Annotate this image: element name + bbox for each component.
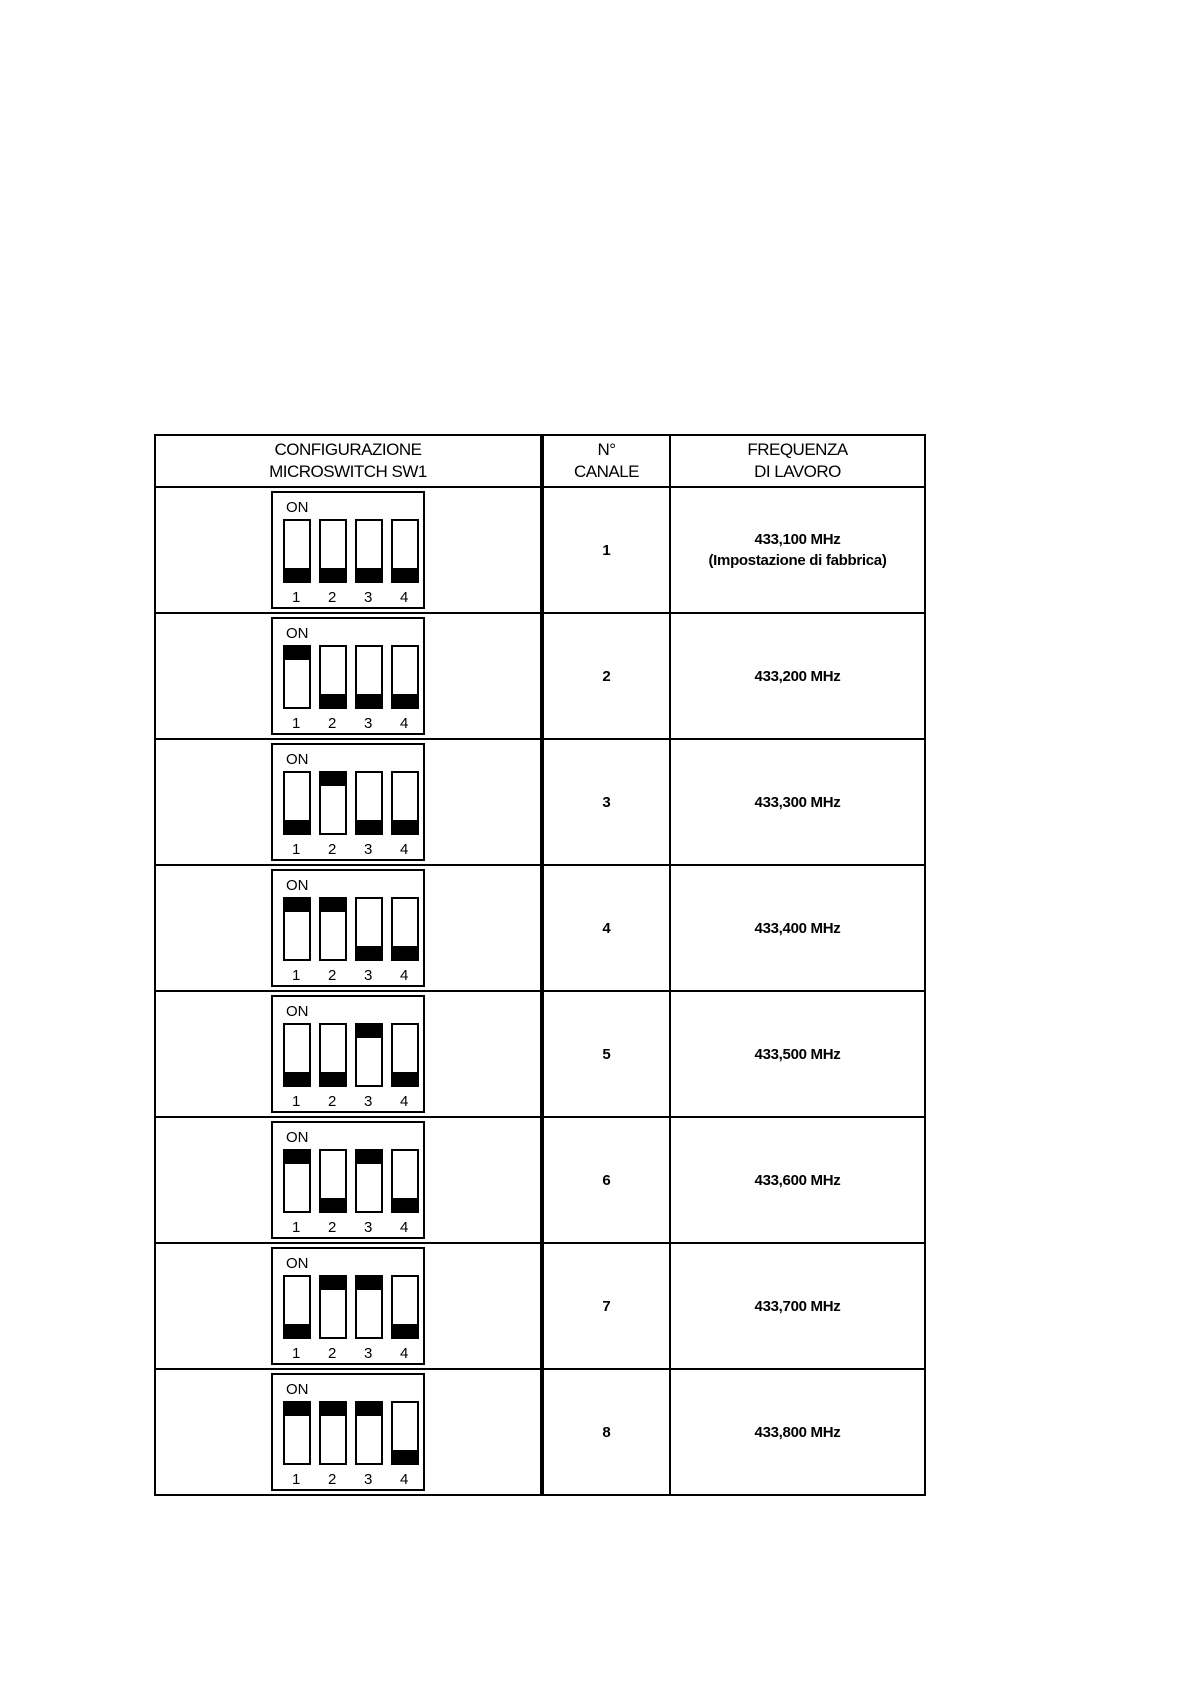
dip-switch-number: 1	[292, 589, 301, 606]
dip-switch-number: 3	[364, 1093, 373, 1110]
dip-switch-1-knob-off	[284, 820, 310, 834]
table-row	[155, 1369, 925, 1495]
dip-switch-2-knob-on	[320, 772, 346, 786]
channel-number: 5	[542, 991, 670, 1117]
dip-switch-1-knob-on	[284, 1150, 310, 1164]
working-frequency: 433,400 MHz	[754, 919, 841, 937]
table-row	[155, 613, 925, 739]
dip-switch-number: 2	[328, 967, 337, 984]
channel-config-table	[154, 434, 926, 1496]
dip-switch-2-knob-on	[320, 1402, 346, 1416]
dip-switch-diagram	[270, 742, 426, 862]
table-header-row	[155, 435, 925, 487]
dip-switch-number: 4	[400, 1093, 409, 1110]
dip-switch-cell	[155, 991, 542, 1117]
dip-switch-number: 4	[400, 1471, 409, 1488]
dip-switch-number: 2	[328, 715, 337, 732]
dip-switch-number: 1	[292, 1093, 301, 1110]
dip-switch-2-knob-on	[320, 898, 346, 912]
dip-switch-diagram	[270, 868, 426, 988]
working-frequency-cell	[670, 1369, 925, 1495]
dip-on-label: ON	[286, 1129, 309, 1146]
dip-on-label: ON	[286, 751, 309, 768]
dip-switch-2-knob-off	[320, 694, 346, 708]
dip-switch-3-knob-on	[356, 1402, 382, 1416]
dip-switch-number: 4	[400, 967, 409, 984]
dip-switch-cell	[155, 1243, 542, 1369]
dip-switch-number: 3	[364, 589, 373, 606]
dip-switch-number: 3	[364, 967, 373, 984]
dip-switch-number: 2	[328, 1345, 337, 1362]
dip-switch-number: 2	[328, 841, 337, 858]
working-frequency-cell	[670, 739, 925, 865]
dip-switch-number: 1	[292, 1471, 301, 1488]
channel-number: 4	[542, 865, 670, 991]
table-row	[155, 1117, 925, 1243]
dip-switch-1-knob-off	[284, 1324, 310, 1338]
working-frequency-cell	[670, 991, 925, 1117]
dip-switch-number: 3	[364, 841, 373, 858]
header-config-line2: MICROSWITCH SW1	[269, 462, 427, 481]
table-row	[155, 739, 925, 865]
channel-number: 2	[542, 613, 670, 739]
dip-switch-2-knob-off	[320, 1072, 346, 1086]
working-frequency: 433,300 MHz	[754, 793, 841, 811]
table-row	[155, 1243, 925, 1369]
dip-switch-1-knob-off	[284, 1072, 310, 1086]
dip-switch-4-knob-off	[392, 694, 418, 708]
working-frequency-cell	[670, 613, 925, 739]
dip-switch-3-knob-off	[356, 568, 382, 582]
header-channel-line2: CANALE	[573, 462, 640, 481]
dip-switch-number: 4	[400, 1219, 409, 1236]
dip-switch-number: 1	[292, 1345, 301, 1362]
dip-on-label: ON	[286, 877, 309, 894]
dip-switch-number: 3	[364, 1471, 373, 1488]
dip-on-label: ON	[286, 625, 309, 642]
channel-number: 1	[542, 487, 670, 613]
dip-switch-diagram	[270, 490, 426, 610]
dip-switch-diagram	[270, 1246, 426, 1366]
dip-switch-4-knob-off	[392, 820, 418, 834]
dip-switch-number: 4	[400, 715, 409, 732]
dip-switch-3-knob-off	[356, 820, 382, 834]
working-frequency: 433,500 MHz	[754, 1045, 841, 1063]
dip-switch-number: 4	[400, 841, 409, 858]
working-frequency: 433,700 MHz	[754, 1297, 841, 1315]
dip-switch-1-knob-on	[284, 1402, 310, 1416]
header-config-line1: CONFIGURAZIONE	[274, 440, 422, 459]
dip-switch-number: 4	[400, 1345, 409, 1362]
dip-switch-cell	[155, 1117, 542, 1243]
working-frequency-cell	[670, 1117, 925, 1243]
dip-switch-3-knob-on	[356, 1024, 382, 1038]
dip-switch-3-knob-on	[356, 1150, 382, 1164]
dip-switch-number: 2	[328, 1093, 337, 1110]
dip-switch-3-knob-off	[356, 946, 382, 960]
dip-on-label: ON	[286, 499, 309, 516]
table-body	[155, 487, 925, 1495]
dip-switch-number: 1	[292, 715, 301, 732]
dip-switch-1-knob-on	[284, 646, 310, 660]
dip-switch-4-knob-off	[392, 568, 418, 582]
dip-switch-number: 3	[364, 1219, 373, 1236]
working-frequency: 433,100 MHz	[754, 531, 841, 548]
dip-switch-cell	[155, 739, 542, 865]
working-frequency: 433,800 MHz	[754, 1423, 841, 1441]
dip-switch-4-knob-off	[392, 1198, 418, 1212]
working-frequency-cell	[670, 487, 925, 613]
dip-switch-number: 1	[292, 1219, 301, 1236]
dip-switch-2-knob-off	[320, 1198, 346, 1212]
working-frequency-cell	[670, 865, 925, 991]
table-row	[155, 991, 925, 1117]
dip-switch-cell	[155, 613, 542, 739]
dip-switch-number: 2	[328, 1219, 337, 1236]
working-frequency-cell	[670, 1243, 925, 1369]
header-channel	[542, 435, 670, 487]
dip-switch-number: 2	[328, 1471, 337, 1488]
dip-switch-4-knob-off	[392, 946, 418, 960]
dip-switch-3-knob-on	[356, 1276, 382, 1290]
dip-switch-diagram	[270, 1372, 426, 1492]
dip-switch-number: 4	[400, 589, 409, 606]
header-frequency	[670, 435, 925, 487]
dip-switch-4-knob-off	[392, 1450, 418, 1464]
factory-setting-note: (Impostazione di fabbrica)	[708, 552, 887, 569]
header-frequency-line2: DI LAVORO	[754, 462, 841, 481]
dip-switch-number: 1	[292, 841, 301, 858]
dip-switch-2-knob-on	[320, 1276, 346, 1290]
header-config	[155, 435, 542, 487]
working-frequency: 433,200 MHz	[754, 667, 841, 685]
dip-switch-1-knob-on	[284, 898, 310, 912]
channel-number: 6	[542, 1117, 670, 1243]
dip-switch-3-knob-off	[356, 694, 382, 708]
dip-switch-4-knob-off	[392, 1324, 418, 1338]
dip-switch-diagram	[270, 994, 426, 1114]
dip-switch-cell	[155, 1369, 542, 1495]
dip-switch-2-knob-off	[320, 568, 346, 582]
table-row	[155, 865, 925, 991]
dip-switch-4-knob-off	[392, 1072, 418, 1086]
channel-number: 3	[542, 739, 670, 865]
dip-on-label: ON	[286, 1255, 309, 1272]
channel-number: 7	[542, 1243, 670, 1369]
table-row	[155, 487, 925, 613]
dip-switch-number: 3	[364, 1345, 373, 1362]
header-channel-line1: N°	[597, 440, 616, 459]
dip-switch-cell	[155, 865, 542, 991]
dip-switch-number: 3	[364, 715, 373, 732]
working-frequency: 433,600 MHz	[754, 1171, 841, 1189]
dip-switch-diagram	[270, 616, 426, 736]
dip-switch-number: 2	[328, 589, 337, 606]
dip-switch-1-knob-off	[284, 568, 310, 582]
channel-number: 8	[542, 1369, 670, 1495]
header-frequency-line1: FREQUENZA	[747, 440, 848, 459]
dip-on-label: ON	[286, 1003, 309, 1020]
dip-switch-diagram	[270, 1120, 426, 1240]
dip-switch-number: 1	[292, 967, 301, 984]
dip-switch-cell	[155, 487, 542, 613]
dip-on-label: ON	[286, 1381, 309, 1398]
